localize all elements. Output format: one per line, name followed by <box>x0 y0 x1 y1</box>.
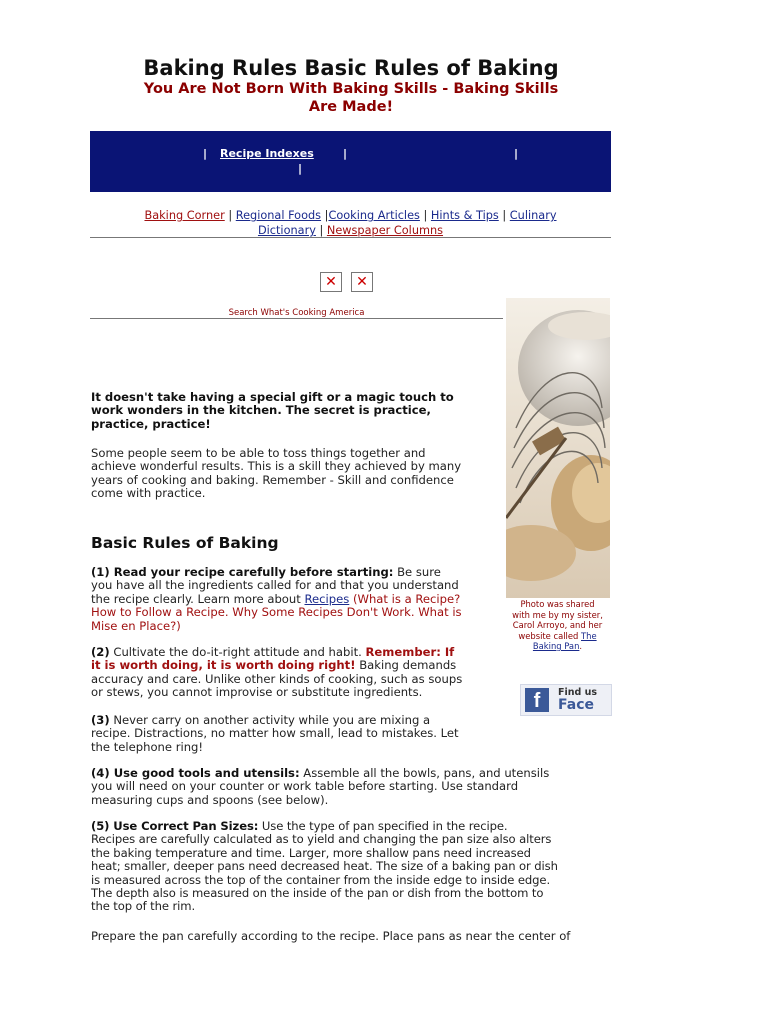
rule-1-red-text: How to Follow a Recipe. Why Some Recipes Don't Work. What is <box>91 605 462 620</box>
section-heading: Basic Rules of Baking <box>91 534 279 552</box>
divider <box>90 237 611 238</box>
rule-4-label: (4) Use good tools and utensils: <box>91 766 300 780</box>
caption-period: . <box>579 641 583 651</box>
rule-1-text: Be sure <box>393 565 441 579</box>
caption-line: Photo was shared <box>520 599 595 609</box>
intro-lead-line: It doesn't take having a special gift or a magic touch to <box>91 390 454 404</box>
link-separator: | <box>228 209 233 222</box>
baking-corner-link[interactable]: Baking Corner <box>144 209 225 222</box>
facebook-find-us-text: Find us <box>558 687 598 698</box>
intro-lead-line: work wonders in the kitchen. The secret is practice, <box>91 403 431 418</box>
rule-3 <box>91 714 511 754</box>
regional-foods-link[interactable]: Regional Foods <box>235 209 322 222</box>
intro-lead-line: practice, practice! <box>91 416 211 431</box>
prepare-pan-paragraph: Prepare the pan carefully according to the recipe. Place pans as near the center of <box>91 929 571 943</box>
baking-pan-link-part1[interactable]: The <box>581 630 597 641</box>
rule-5-text: the top of the rim. <box>91 899 196 914</box>
intro-lead <box>91 391 501 431</box>
rule-2-text: Cultivate the do-it-right attitude and habit. <box>109 645 366 659</box>
newspaper-columns-link[interactable]: Newspaper Columns <box>326 224 444 237</box>
rule-1-red-text: Mise en Place?) <box>91 618 181 633</box>
rule-1-text: the recipe clearly. Learn more about <box>91 591 305 606</box>
recipes-link[interactable]: Recipes <box>304 591 350 606</box>
page-title: Baking Rules Basic Rules of Baking <box>143 56 559 80</box>
facebook-icon: f <box>525 688 549 712</box>
intro-para-line: achieve wonderful results. This is a skill they achieved by many <box>91 459 462 474</box>
subtitle-line-1: You Are Not Born With Baking Skills - Baking Skills <box>143 81 559 97</box>
rule-4-text: Assemble all the bowls, pans, and utensils <box>299 766 550 780</box>
photo-caption <box>505 599 610 652</box>
caption-line: Carol Arroyo, and her <box>512 620 603 630</box>
intro-para-line: come with practice. <box>91 486 206 501</box>
baking-photo <box>506 298 610 598</box>
rule-5-text: Recipes are carefully calculated as to yield and changing the pan size also alters <box>91 832 552 847</box>
category-links <box>90 208 611 238</box>
hints-tips-link[interactable]: Hints & Tips <box>430 209 499 222</box>
rule-3-text: Never carry on another activity while you are mixing a <box>109 713 431 727</box>
broken-image-icon: ✕ <box>351 272 373 292</box>
link-separator: | <box>423 209 428 222</box>
link-separator: | <box>502 209 507 222</box>
rule-3-text: the telephone ring! <box>91 739 204 754</box>
rule-2-text: accuracy and care. Unlike other kinds of cooking, such as soups <box>91 671 463 686</box>
intro-para-line: years of cooking and baking. Remember - Skill and confidence <box>91 472 454 487</box>
culinary-link[interactable]: Culinary <box>509 209 557 222</box>
recipe-indexes-link[interactable]: Recipe Indexes <box>220 147 314 160</box>
rule-4-text: measuring cups and spoons (see below). <box>91 792 329 807</box>
rule-5-text: is measured across the top of the container from the inside edge to inside edge. <box>91 872 551 887</box>
rule-1-text: you have all the ingredients called for and that you understand <box>91 578 459 593</box>
rule-4-text: you will need on your counter or work table before starting. Use standard <box>91 779 519 794</box>
search-label[interactable]: Search What's Cooking America <box>228 308 365 318</box>
intro-paragraph <box>91 447 501 501</box>
rule-1 <box>91 566 511 633</box>
nav-separator: | <box>298 162 303 175</box>
rule-2 <box>91 646 511 700</box>
whisk-bowls-image <box>506 298 610 598</box>
rule-5-text: The depth also is measured on the inside of the pan or dish from the bottom to <box>91 886 544 901</box>
rule-5-text: the baking temperature and time. Larger, more shallow pans need increased <box>91 845 531 860</box>
facebook-find-us-button[interactable] <box>520 684 612 716</box>
divider <box>90 318 503 319</box>
rule-2-label: (2) <box>91 645 110 659</box>
dictionary-link[interactable]: Dictionary <box>257 224 316 237</box>
rule-1-red-text: (What is a Recipe? <box>349 591 461 606</box>
page-subtitle <box>100 80 602 116</box>
rule-5-label: (5) Use Correct Pan Sizes: <box>91 819 259 833</box>
nav-separator: | <box>514 147 519 160</box>
intro-para-line: Some people seem to be able to toss things together and <box>91 446 426 460</box>
rule-5-text: Use the type of pan specified in the recipe. <box>258 819 508 833</box>
rule-2-remember: Remember: If <box>365 645 455 659</box>
nav-separator: | <box>343 147 348 160</box>
baking-pan-link-part2[interactable]: Baking Pan <box>532 641 580 651</box>
rule-2-text: Baking demands <box>355 658 457 673</box>
link-separator: | <box>319 224 324 237</box>
rule-5 <box>91 820 621 914</box>
rule-1-label: (1) Read your recipe carefully before starting: <box>91 565 394 579</box>
rule-3-text: recipe. Distractions, no matter how small, lead to mistakes. Let <box>91 726 459 741</box>
subtitle-line-2: Are Made! <box>308 99 394 115</box>
cooking-articles-link[interactable]: Cooking Articles <box>328 209 420 222</box>
caption-line: website called <box>518 630 582 641</box>
caption-line: with me by my sister, <box>512 609 603 620</box>
link-separator: | <box>324 209 329 222</box>
rule-2-text: or stews, you cannot improvise or substitute ingredients. <box>91 685 423 700</box>
top-nav-bar <box>90 131 611 192</box>
rule-5-text: heat; smaller, deeper pans need decreased heat. The size of a baking pan or dish <box>91 859 558 874</box>
facebook-wordmark: Face <box>558 697 594 713</box>
nav-separator: | <box>203 147 208 160</box>
broken-image-icon: ✕ <box>320 272 342 292</box>
rule-3-label: (3) <box>91 713 110 727</box>
rule-2-remember: it is worth doing, it is worth doing right! <box>91 658 356 673</box>
rule-4 <box>91 767 616 807</box>
